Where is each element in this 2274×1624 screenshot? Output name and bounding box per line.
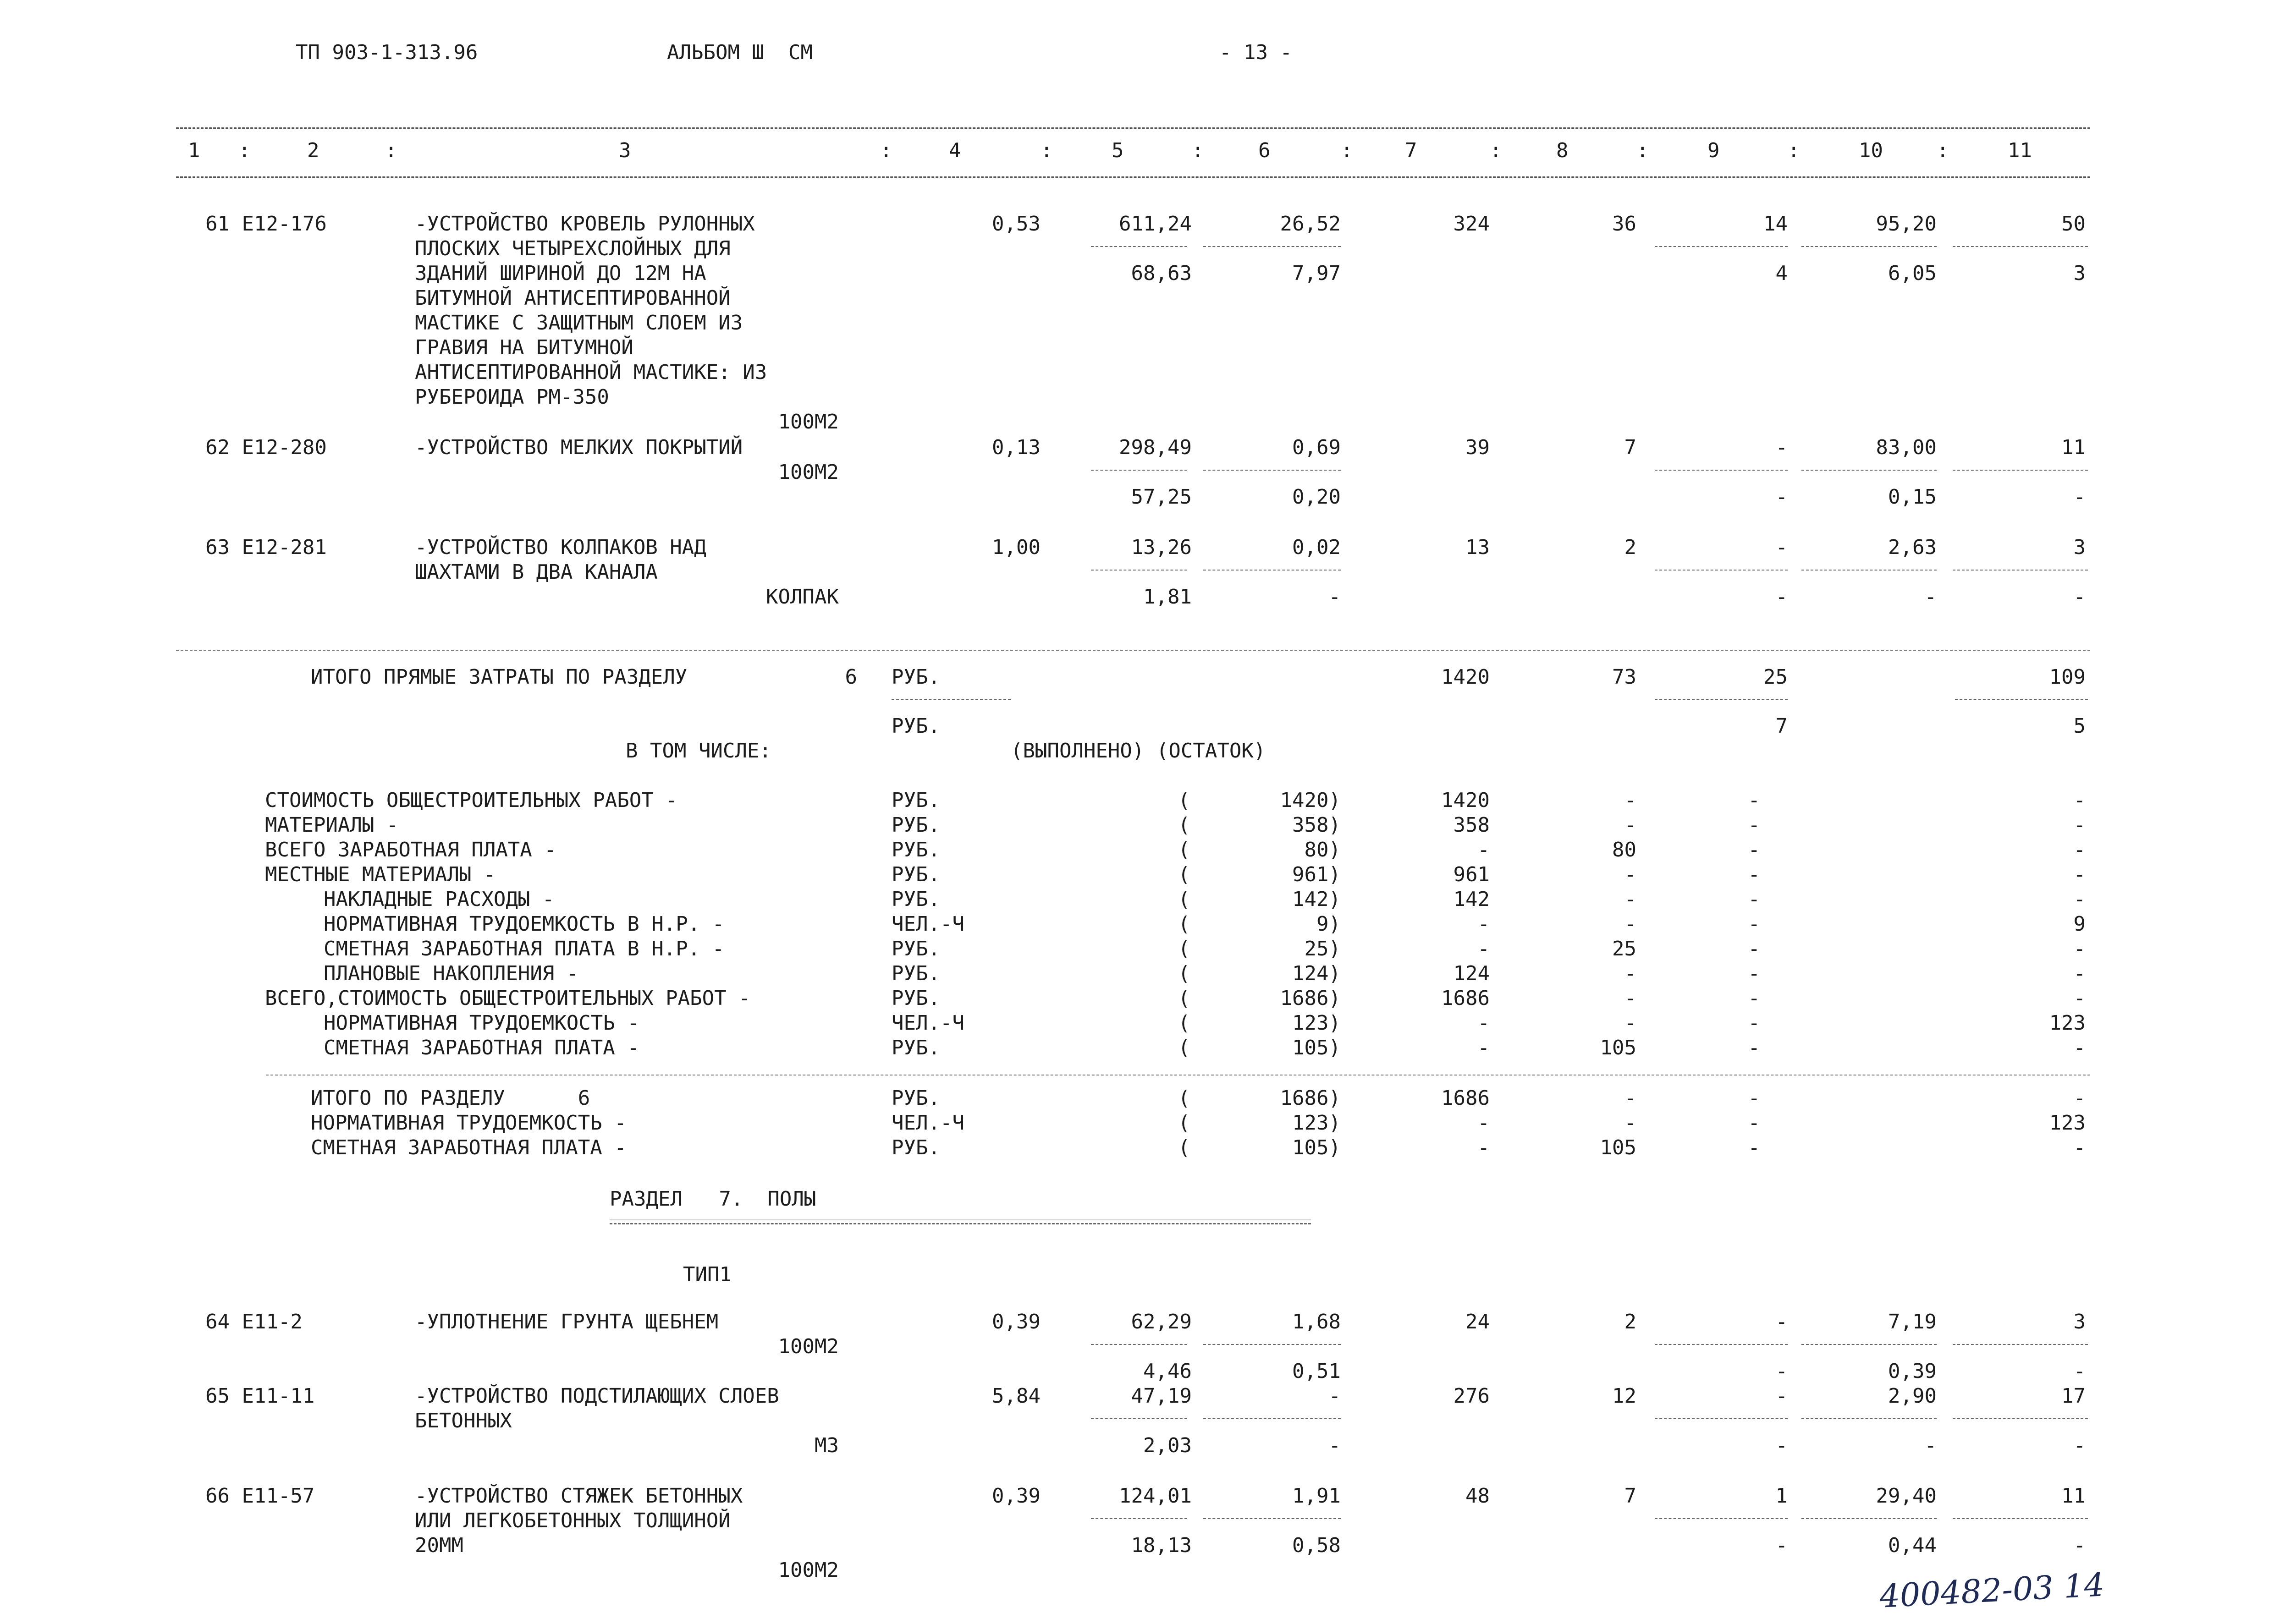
breakdown-col7: 1686 xyxy=(1441,987,1490,1010)
breakdown-unit: РУБ. xyxy=(892,1086,940,1110)
fraction-line xyxy=(1801,570,1937,571)
breakdown-col11: 9 xyxy=(2073,912,2086,936)
breakdown-col8: - xyxy=(1624,1111,1636,1135)
breakdown-col9: - xyxy=(1748,838,1760,861)
cell-c10: 2,90 xyxy=(1888,1384,1937,1408)
cell-c8: 7 xyxy=(1624,1484,1636,1508)
breakdown-label: ВСЕГО,СТОИМОСТЬ ОБЩЕСТРОИТЕЛЬНЫХ РАБОТ - xyxy=(265,987,751,1010)
open-paren: ( xyxy=(1178,962,1190,985)
item-description: -УСТРОЙСТВО ПОДСТИЛАЮЩИХ СЛОЕВ БЕТОННЫХ xyxy=(415,1384,779,1432)
breakdown-col11: - xyxy=(2073,813,2086,837)
direct-costs-unit: РУБ. xyxy=(892,665,940,689)
item-number: 65 Е11-11 xyxy=(205,1384,315,1408)
table-top-rule xyxy=(176,127,2090,129)
cell-c10: 29,40 xyxy=(1876,1484,1937,1508)
fraction-line xyxy=(1801,1418,1937,1419)
item-number: 61 Е12-176 xyxy=(205,212,327,236)
breakdown-col9: - xyxy=(1748,813,1760,837)
open-paren: ( xyxy=(1178,1011,1190,1035)
totals-rule xyxy=(176,650,2090,651)
cell-c9: 14 xyxy=(1763,212,1788,236)
column-number: 1 xyxy=(188,139,200,162)
breakdown-unit: РУБ. xyxy=(892,863,940,886)
handwritten-note: 400482-03 14 xyxy=(1878,1566,2106,1615)
fraction-line xyxy=(1655,1344,1788,1345)
breakdown-col9: - xyxy=(1748,1036,1760,1059)
breakdown-label: ИТОГО ПО РАЗДЕЛУ 6 xyxy=(311,1086,590,1110)
column-separator: : xyxy=(1636,139,1649,162)
fraction-line xyxy=(1091,570,1187,571)
breakdown-col7: 1686 xyxy=(1441,1086,1490,1110)
cell-c6-second: 7,97 xyxy=(1292,262,1341,285)
direct-costs-col7: 1420 xyxy=(1441,665,1490,689)
breakdown-col7: - xyxy=(1477,1111,1490,1135)
breakdown-col7: - xyxy=(1477,1011,1490,1035)
item-unit: 100М2 xyxy=(778,1558,839,1582)
column-separator: : xyxy=(238,139,251,162)
direct-costs-col8: 73 xyxy=(1612,665,1636,689)
direct-costs-col11: 109 xyxy=(2049,665,2086,689)
breakdown-unit: РУБ. xyxy=(892,987,940,1010)
column-separator: : xyxy=(1937,139,1949,162)
underline xyxy=(892,699,1011,700)
item-unit: 100М2 xyxy=(778,461,839,484)
album-label: АЛЬБОМ Ш СМ xyxy=(667,41,813,64)
cell-c11-second: - xyxy=(2073,1434,2086,1457)
breakdown-value: 105) xyxy=(1292,1036,1341,1059)
fraction-line xyxy=(1953,246,2088,247)
cell-c5-second: 68,63 xyxy=(1131,262,1192,285)
cell-c9-second: - xyxy=(1775,1534,1788,1557)
cell-c10-second: - xyxy=(1924,585,1937,609)
cell-c10-second: 0,15 xyxy=(1888,485,1937,509)
breakdown-col11: - xyxy=(2073,1086,2086,1110)
page-number: - 13 - xyxy=(1219,41,1292,64)
breakdown-col8: - xyxy=(1624,912,1636,936)
breakdown-col11: - xyxy=(2073,1036,2086,1059)
item-number: 62 Е12-280 xyxy=(205,436,327,459)
including-label: В ТОМ ЧИСЛЕ: xyxy=(626,739,771,763)
open-paren: ( xyxy=(1178,937,1190,960)
breakdown-label: ПЛАНОВЫЕ НАКОПЛЕНИЯ - xyxy=(324,962,579,985)
cell-c6: 0,02 xyxy=(1292,536,1341,559)
breakdown-col9: - xyxy=(1748,1011,1760,1035)
column-number: 4 xyxy=(949,139,961,162)
fraction-line xyxy=(1203,1418,1341,1419)
breakdown-col8: - xyxy=(1624,813,1636,837)
column-number: 6 xyxy=(1258,139,1271,162)
breakdown-col8: 105 xyxy=(1600,1136,1636,1159)
breakdown-col8: - xyxy=(1624,888,1636,911)
breakdown-unit: РУБ. xyxy=(892,838,940,861)
cell-c4: 5,84 xyxy=(992,1384,1041,1408)
fraction-line xyxy=(1203,470,1341,471)
breakdown-col9: - xyxy=(1748,962,1760,985)
fraction-line xyxy=(1203,1344,1341,1345)
cell-c5-second: 2,03 xyxy=(1143,1434,1192,1457)
item-unit: 100М2 xyxy=(778,1335,839,1358)
breakdown-col7: 961 xyxy=(1453,863,1490,886)
breakdown-value: 961) xyxy=(1292,863,1341,886)
cell-c5: 298,49 xyxy=(1119,436,1192,459)
done-remaining-header: (ВЫПОЛНЕНО) (ОСТАТОК) xyxy=(1011,739,1266,763)
breakdown-col7: - xyxy=(1477,912,1490,936)
column-separator: : xyxy=(1788,139,1800,162)
breakdown-label: СМЕТНАЯ ЗАРАБОТНАЯ ПЛАТА - xyxy=(311,1136,627,1159)
cell-c9: 1 xyxy=(1775,1484,1788,1508)
fraction-line xyxy=(1091,246,1187,247)
breakdown-col7: 124 xyxy=(1453,962,1490,985)
item-number: 64 Е11-2 xyxy=(205,1310,303,1333)
fraction-line xyxy=(1655,570,1788,571)
underline xyxy=(1955,699,2088,700)
breakdown-col7: - xyxy=(1477,1036,1490,1059)
breakdown-col7: - xyxy=(1477,838,1490,861)
item-description: -УПЛОТНЕНИЕ ГРУНТА ЩЕБНЕМ xyxy=(415,1310,719,1333)
underline xyxy=(1655,699,1788,700)
breakdown-label: МЕСТНЫЕ МАТЕРИАЛЫ - xyxy=(265,863,496,886)
cell-c11: 17 xyxy=(2061,1384,2086,1408)
cell-c5: 13,26 xyxy=(1131,536,1192,559)
column-number: 5 xyxy=(1112,139,1124,162)
cell-c11: 3 xyxy=(2073,1310,2086,1333)
cell-c11-second: - xyxy=(2073,585,2086,609)
breakdown-col9: - xyxy=(1748,912,1760,936)
header-bottom-rule xyxy=(176,176,2090,178)
cell-c9-second: - xyxy=(1775,1434,1788,1457)
cell-c10: 83,00 xyxy=(1876,436,1937,459)
cell-c4: 0,39 xyxy=(992,1310,1041,1333)
cell-c7: 48 xyxy=(1465,1484,1490,1508)
breakdown-col11: - xyxy=(2073,838,2086,861)
breakdown-col9: - xyxy=(1748,789,1760,812)
open-paren: ( xyxy=(1178,838,1190,861)
cell-c6-second: - xyxy=(1328,1434,1341,1457)
fraction-line xyxy=(1953,1518,2088,1519)
item-number: 63 Е12-281 xyxy=(205,536,327,559)
doc-code: ТП 903-1-313.96 xyxy=(296,41,478,64)
breakdown-col8: 25 xyxy=(1612,937,1636,960)
breakdown-unit: ЧЕЛ.-Ч xyxy=(892,1011,964,1035)
cell-c10-second: 0,44 xyxy=(1888,1534,1937,1557)
cell-c5: 62,29 xyxy=(1131,1310,1192,1333)
column-number: 11 xyxy=(2008,139,2032,162)
column-number: 2 xyxy=(307,139,319,162)
cell-c10-second: - xyxy=(1924,1434,1937,1457)
column-separator: : xyxy=(1192,139,1204,162)
breakdown-col8: 105 xyxy=(1600,1036,1636,1059)
breakdown-value: 25) xyxy=(1304,937,1341,960)
direct-costs-section: 6 xyxy=(845,665,857,689)
cell-c7: 13 xyxy=(1465,536,1490,559)
cell-c11-second: - xyxy=(2073,485,2086,509)
item-description: -УСТРОЙСТВО КРОВЕЛЬ РУЛОННЫХ ПЛОСКИХ ЧЕТЫРЕХСЛОЙНЫХ ДЛЯ ЗДАНИЙ ШИРИНОЙ ДО 12М НА БИТУМНОЙ АНТИСЕПТИРОВАННОЙ МАСТИКЕ С ЗАЩИТНЫМ СЛОЕМ ИЗ ГРАВИЯ НА БИТУМНОЙ АНТИСЕПТИРОВАННОЙ МАСТИКЕ: ИЗ РУБЕРОИДА РМ-350 xyxy=(415,212,767,409)
fraction-line xyxy=(1203,1518,1341,1519)
cell-c8: 2 xyxy=(1624,536,1636,559)
breakdown-col7: - xyxy=(1477,937,1490,960)
column-number: 7 xyxy=(1405,139,1417,162)
fraction-line xyxy=(1953,470,2088,471)
breakdown-unit: РУБ. xyxy=(892,1136,940,1159)
cell-c9-second: - xyxy=(1775,485,1788,509)
column-separator: : xyxy=(1490,139,1502,162)
cell-c8: 2 xyxy=(1624,1310,1636,1333)
breakdown-col11: - xyxy=(2073,937,2086,960)
cell-c5: 611,24 xyxy=(1119,212,1192,236)
cell-c4: 1,00 xyxy=(992,536,1041,559)
open-paren: ( xyxy=(1178,1136,1190,1159)
breakdown-unit: РУБ. xyxy=(892,789,940,812)
breakdown-col11: - xyxy=(2073,789,2086,812)
column-number: 3 xyxy=(619,139,631,162)
breakdown-value: 123) xyxy=(1292,1111,1341,1135)
cell-c11: 11 xyxy=(2061,436,2086,459)
breakdown-value: 123) xyxy=(1292,1011,1341,1035)
fraction-line xyxy=(1655,470,1788,471)
breakdown-col11: - xyxy=(2073,863,2086,886)
column-number: 10 xyxy=(1859,139,1883,162)
open-paren: ( xyxy=(1178,789,1190,812)
breakdown-col8: - xyxy=(1624,789,1636,812)
cell-c6: 0,69 xyxy=(1292,436,1341,459)
item-number: 66 Е11-57 xyxy=(205,1484,315,1508)
cell-c5: 124,01 xyxy=(1119,1484,1192,1508)
cell-c11-second: - xyxy=(2073,1360,2086,1383)
breakdown-label: НОРМАТИВНАЯ ТРУДОЕМКОСТЬ - xyxy=(324,1011,639,1035)
cell-c5-second: 18,13 xyxy=(1131,1534,1192,1557)
breakdown-unit: ЧЕЛ.-Ч xyxy=(892,1111,964,1135)
cell-c6: 26,52 xyxy=(1280,212,1341,236)
cell-c10-second: 6,05 xyxy=(1888,262,1937,285)
breakdown-col8: - xyxy=(1624,987,1636,1010)
cell-c11: 3 xyxy=(2073,536,2086,559)
cell-c10: 95,20 xyxy=(1876,212,1937,236)
fraction-line xyxy=(1091,1344,1187,1345)
breakdown-unit: РУБ. xyxy=(892,888,940,911)
breakdown-label: НОРМАТИВНАЯ ТРУДОЕМКОСТЬ - xyxy=(311,1111,627,1135)
breakdown-unit: РУБ. xyxy=(892,937,940,960)
breakdown-value: 1686) xyxy=(1280,987,1341,1010)
open-paren: ( xyxy=(1178,987,1190,1010)
direct-costs-label: ИТОГО ПРЯМЫЕ ЗАТРАТЫ ПО РАЗДЕЛУ xyxy=(311,665,688,689)
cell-c10-second: 0,39 xyxy=(1888,1360,1937,1383)
cell-c8: 36 xyxy=(1612,212,1636,236)
breakdown-col8: - xyxy=(1624,1086,1636,1110)
column-separator: : xyxy=(880,139,892,162)
cell-c11-second: - xyxy=(2073,1534,2086,1557)
direct-costs-unit-2: РУБ. xyxy=(892,714,940,738)
breakdown-col11: 123 xyxy=(2049,1011,2086,1035)
cell-c6: - xyxy=(1328,1384,1341,1408)
breakdown-value: 105) xyxy=(1292,1136,1341,1159)
breakdown-label: ВСЕГО ЗАРАБОТНАЯ ПЛАТА - xyxy=(265,838,556,861)
cell-c6: 1,91 xyxy=(1292,1484,1341,1508)
cell-c9: - xyxy=(1775,1384,1788,1408)
cell-c10: 2,63 xyxy=(1888,536,1937,559)
cell-c4: 0,53 xyxy=(992,212,1041,236)
breakdown-col7: 1420 xyxy=(1441,789,1490,812)
fraction-line xyxy=(1203,570,1341,571)
section-title-underline xyxy=(610,1219,1311,1224)
cell-c11: 11 xyxy=(2061,1484,2086,1508)
cell-c5-second: 1,81 xyxy=(1143,585,1192,609)
breakdown-col9: - xyxy=(1748,1111,1760,1135)
breakdown-col11: - xyxy=(2073,1136,2086,1159)
breakdown-col8: 80 xyxy=(1612,838,1636,861)
breakdown-value: 358) xyxy=(1292,813,1341,837)
breakdown-col9: - xyxy=(1748,1136,1760,1159)
cell-c11-second: 3 xyxy=(2073,262,2086,285)
breakdown-col9: - xyxy=(1748,888,1760,911)
breakdown-col11: - xyxy=(2073,888,2086,911)
fraction-line xyxy=(1953,1418,2088,1419)
breakdown-label: НАКЛАДНЫЕ РАСХОДЫ - xyxy=(324,888,555,911)
cell-c8: 7 xyxy=(1624,436,1636,459)
cell-c6-second: 0,20 xyxy=(1292,485,1341,509)
fraction-line xyxy=(1801,1518,1937,1519)
breakdown-unit: РУБ. xyxy=(892,1036,940,1059)
fraction-line xyxy=(1801,1344,1937,1345)
breakdown-unit: РУБ. xyxy=(892,813,940,837)
cell-c7: 24 xyxy=(1465,1310,1490,1333)
fraction-line xyxy=(1091,1518,1187,1519)
fraction-line xyxy=(1655,1418,1788,1419)
cell-c9-second: - xyxy=(1775,1360,1788,1383)
fraction-line xyxy=(1655,1518,1788,1519)
breakdown-col8: - xyxy=(1624,1011,1636,1035)
cell-c6-second: - xyxy=(1328,585,1341,609)
breakdown-col11: 123 xyxy=(2049,1111,2086,1135)
breakdown-label: СТОИМОСТЬ ОБЩЕСТРОИТЕЛЬНЫХ РАБОТ - xyxy=(265,789,678,812)
cell-c7: 276 xyxy=(1453,1384,1490,1408)
cell-c9: - xyxy=(1775,536,1788,559)
open-paren: ( xyxy=(1178,863,1190,886)
breakdown-col11: - xyxy=(2073,962,2086,985)
breakdown-value: 1420) xyxy=(1280,789,1341,812)
cell-c4: 0,39 xyxy=(992,1484,1041,1508)
cell-c11: 50 xyxy=(2061,212,2086,236)
cell-c5-second: 4,46 xyxy=(1143,1360,1192,1383)
breakdown-col9: - xyxy=(1748,937,1760,960)
item-unit: М3 xyxy=(815,1434,839,1457)
breakdown-col11: - xyxy=(2073,987,2086,1010)
breakdown-value: 1686) xyxy=(1280,1086,1341,1110)
open-paren: ( xyxy=(1178,912,1190,936)
breakdown-value: 142) xyxy=(1292,888,1341,911)
column-number: 8 xyxy=(1556,139,1569,162)
cell-c9-second: - xyxy=(1775,585,1788,609)
cell-c6-second: 0,58 xyxy=(1292,1534,1341,1557)
direct-costs-col9-2: 7 xyxy=(1775,714,1788,738)
breakdown-value: 9) xyxy=(1316,912,1341,936)
column-number: 9 xyxy=(1707,139,1720,162)
breakdown-col7: 358 xyxy=(1453,813,1490,837)
fraction-line xyxy=(1091,1418,1187,1419)
open-paren: ( xyxy=(1178,813,1190,837)
breakdown-col7: - xyxy=(1477,1136,1490,1159)
breakdown-col8: - xyxy=(1624,962,1636,985)
cell-c5-second: 57,25 xyxy=(1131,485,1192,509)
cell-c5: 47,19 xyxy=(1131,1384,1192,1408)
cell-c7: 39 xyxy=(1465,436,1490,459)
fraction-line xyxy=(1801,470,1937,471)
item-description: -УСТРОЙСТВО КОЛПАКОВ НАД ШАХТАМИ В ДВА КАНАЛА xyxy=(415,536,706,584)
cell-c9: - xyxy=(1775,1310,1788,1333)
breakdown-col9: - xyxy=(1748,987,1760,1010)
open-paren: ( xyxy=(1178,1111,1190,1135)
open-paren: ( xyxy=(1178,1086,1190,1110)
fraction-line xyxy=(1655,246,1788,247)
breakdown-col7: 142 xyxy=(1453,888,1490,911)
fraction-line xyxy=(1203,246,1341,247)
breakdown-value: 80) xyxy=(1304,838,1341,861)
type-label: ТИП1 xyxy=(683,1263,732,1286)
fraction-line xyxy=(1801,246,1937,247)
item-unit: КОЛПАК xyxy=(766,585,839,609)
breakdown-col8: - xyxy=(1624,863,1636,886)
cell-c6-second: 0,51 xyxy=(1292,1360,1341,1383)
cell-c9-second: 4 xyxy=(1775,262,1788,285)
column-separator: : xyxy=(1041,139,1053,162)
direct-costs-col9: 25 xyxy=(1763,665,1788,689)
cell-c10: 7,19 xyxy=(1888,1310,1937,1333)
direct-costs-col11-2: 5 xyxy=(2073,714,2086,738)
breakdown-col9: - xyxy=(1748,1086,1760,1110)
section-7-title: РАЗДЕЛ 7. ПОЛЫ xyxy=(610,1187,816,1211)
cell-c6: 1,68 xyxy=(1292,1310,1341,1333)
cell-c8: 12 xyxy=(1612,1384,1636,1408)
breakdown-col9: - xyxy=(1748,863,1760,886)
item-description: -УСТРОЙСТВО СТЯЖЕК БЕТОННЫХ ИЛИ ЛЕГКОБЕТОННЫХ ТОЛЩИНОЙ 20ММ xyxy=(415,1484,743,1557)
fraction-line xyxy=(1091,470,1187,471)
fraction-line xyxy=(1953,1344,2088,1345)
item-unit: 100М2 xyxy=(778,410,839,433)
item-description: -УСТРОЙСТВО МЕЛКИХ ПОКРЫТИЙ xyxy=(415,436,743,459)
fraction-line xyxy=(1953,570,2088,571)
breakdown-label: СМЕТНАЯ ЗАРАБОТНАЯ ПЛАТА В Н.Р. - xyxy=(324,937,725,960)
cell-c7: 324 xyxy=(1453,212,1490,236)
column-separator: : xyxy=(385,139,397,162)
breakdown-label: СМЕТНАЯ ЗАРАБОТНАЯ ПЛАТА - xyxy=(324,1036,639,1059)
breakdown-value: 124) xyxy=(1292,962,1341,985)
breakdown-unit: РУБ. xyxy=(892,962,940,985)
breakdown-unit: ЧЕЛ.-Ч xyxy=(892,912,964,936)
open-paren: ( xyxy=(1178,1036,1190,1059)
breakdown-label: МАТЕРИАЛЫ - xyxy=(265,813,399,837)
cell-c4: 0,13 xyxy=(992,436,1041,459)
column-separator: : xyxy=(1341,139,1353,162)
open-paren: ( xyxy=(1178,888,1190,911)
cell-c9: - xyxy=(1775,436,1788,459)
breakdown-label: НОРМАТИВНАЯ ТРУДОЕМКОСТЬ В Н.Р. - xyxy=(324,912,725,936)
